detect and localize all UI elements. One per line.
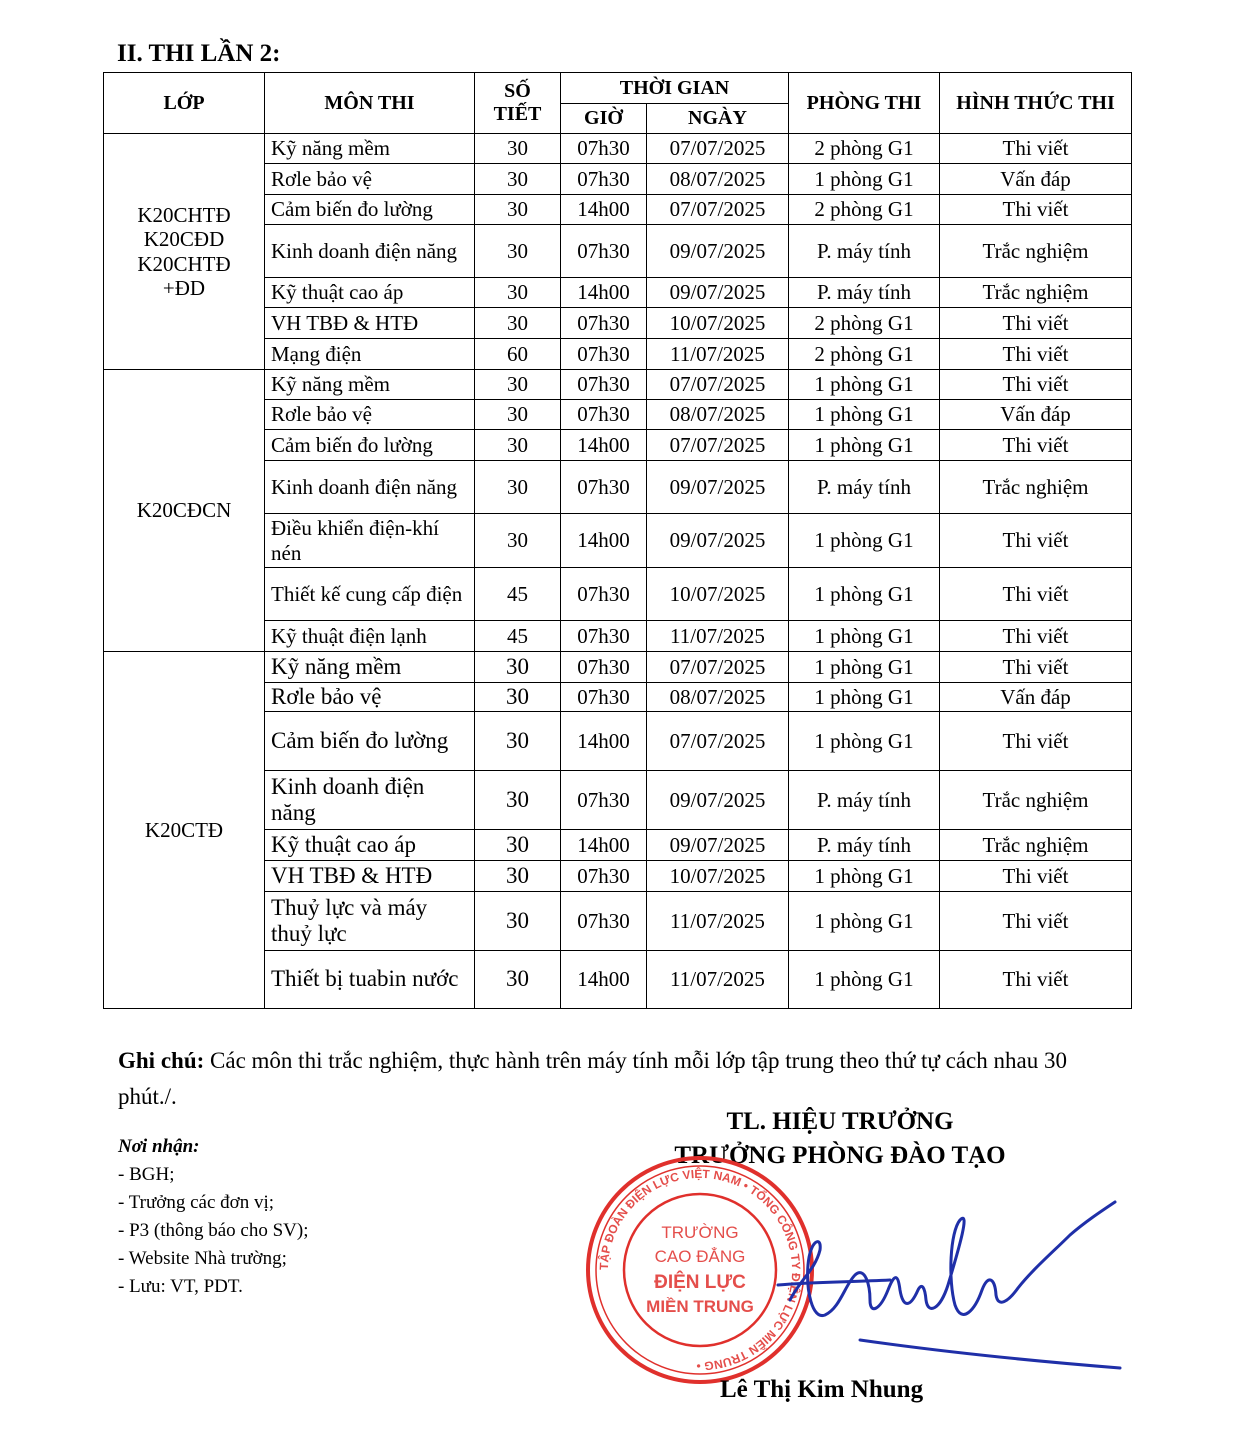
header-thoi-gian: THỜI GIAN <box>561 73 789 104</box>
format-cell: Trắc nghiệm <box>940 278 1132 308</box>
time-cell: 07h30 <box>561 892 647 951</box>
format-cell: Thi viết <box>940 308 1132 339</box>
room-cell: P. máy tính <box>789 461 940 514</box>
date-cell: 09/07/2025 <box>647 225 789 278</box>
stamp-outer-text: TẬP ĐOÀN ĐIỆN LỰC VIỆT NAM • TỔNG CÔNG TY ĐIỆN LỰC MIỀN TRUNG • <box>596 1166 804 1374</box>
format-cell: Vấn đáp <box>940 683 1132 712</box>
periods-cell: 30 <box>475 892 561 951</box>
stamp-line: MIỀN TRUNG <box>646 1297 754 1316</box>
class-name: K20CĐD <box>143 227 225 252</box>
room-cell: 1 phòng G1 <box>789 400 940 430</box>
date-cell: 07/07/2025 <box>647 195 789 225</box>
periods-cell: 30 <box>475 164 561 195</box>
stamp-line: ĐIỆN LỰC <box>654 1272 746 1293</box>
date-cell: 07/07/2025 <box>647 712 789 771</box>
subject-cell: Cảm biến đo lường <box>265 712 475 771</box>
stamp-line: TRƯỜNG <box>661 1223 739 1242</box>
room-cell: P. máy tính <box>789 278 940 308</box>
format-cell: Thi viết <box>940 951 1132 1009</box>
format-cell: Thi viết <box>940 861 1132 892</box>
format-cell: Thi viết <box>940 514 1132 568</box>
date-cell: 11/07/2025 <box>647 951 789 1009</box>
time-cell: 07h30 <box>561 771 647 830</box>
subject-cell: Cảm biến đo lường <box>265 195 475 225</box>
date-cell: 07/07/2025 <box>647 652 789 683</box>
date-cell: 09/07/2025 <box>647 771 789 830</box>
subject-cell: Kỹ năng mềm <box>265 134 475 164</box>
time-cell: 07h30 <box>561 225 647 278</box>
signature-title-line2: TRƯỞNG PHÒNG ĐÀO TẠO <box>674 1142 1006 1169</box>
signature-title-line1: TL. HIỆU TRƯỞNG <box>726 1108 954 1135</box>
handwritten-signature <box>770 1190 1130 1370</box>
format-cell: Thi viết <box>940 621 1132 652</box>
class-name: +ĐD <box>162 275 206 300</box>
time-cell: 07h30 <box>561 568 647 621</box>
date-cell: 08/07/2025 <box>647 683 789 712</box>
format-cell: Thi viết <box>940 134 1132 164</box>
format-cell: Vấn đáp <box>940 400 1132 430</box>
room-cell: 1 phòng G1 <box>789 430 940 461</box>
class-cell <box>104 652 265 1009</box>
time-cell: 07h30 <box>561 370 647 400</box>
table-row <box>104 370 1132 400</box>
format-cell: Trắc nghiệm <box>940 830 1132 861</box>
date-cell: 11/07/2025 <box>647 339 789 370</box>
note-text: Các môn thi trắc nghiệm, thực hành trên máy tính mỗi lớp tập trung theo thứ tự cách nhau 30 phút./. <box>118 1048 1067 1109</box>
room-cell: 1 phòng G1 <box>789 683 940 712</box>
time-cell: 14h00 <box>561 712 647 771</box>
room-cell: 2 phòng G1 <box>789 339 940 370</box>
stamp-line: CAO ĐẲNG <box>654 1247 746 1266</box>
subject-cell: Kỹ thuật điện lạnh <box>265 621 475 652</box>
date-cell: 11/07/2025 <box>647 621 789 652</box>
date-cell: 07/07/2025 <box>647 430 789 461</box>
format-cell: Vấn đáp <box>940 164 1132 195</box>
time-cell: 07h30 <box>561 461 647 514</box>
date-cell: 09/07/2025 <box>647 830 789 861</box>
room-cell: 2 phòng G1 <box>789 195 940 225</box>
subject-cell: Kỹ năng mềm <box>265 370 475 400</box>
periods-cell: 30 <box>475 225 561 278</box>
format-cell: Thi viết <box>940 568 1132 621</box>
date-cell: 11/07/2025 <box>647 892 789 951</box>
format-cell: Thi viết <box>940 892 1132 951</box>
periods-cell: 45 <box>475 621 561 652</box>
periods-cell: 30 <box>475 430 561 461</box>
periods-cell: 30 <box>475 278 561 308</box>
subject-cell: Kỹ thuật cao áp <box>265 278 475 308</box>
format-cell: Thi viết <box>940 339 1132 370</box>
time-cell: 07h30 <box>561 339 647 370</box>
room-cell: 1 phòng G1 <box>789 370 940 400</box>
header-gio: GIỜ <box>561 104 647 134</box>
subject-cell: Thuỷ lực và máy thuỷ lực <box>265 892 475 951</box>
room-cell: P. máy tính <box>789 771 940 830</box>
date-cell: 08/07/2025 <box>647 164 789 195</box>
header-hinh-thuc: HÌNH THỨC THI <box>940 73 1132 134</box>
header-lop: LỚP <box>104 73 265 134</box>
subject-cell: VH TBĐ & HTĐ <box>265 861 475 892</box>
subject-cell: VH TBĐ & HTĐ <box>265 308 475 339</box>
time-cell: 14h00 <box>561 830 647 861</box>
header-phong-thi: PHÒNG THI <box>789 73 940 134</box>
date-cell: 07/07/2025 <box>647 134 789 164</box>
date-cell: 09/07/2025 <box>647 278 789 308</box>
header-mon-thi: MÔN THI <box>265 73 475 134</box>
class-name: K20CHTĐ <box>137 203 231 228</box>
subject-cell: Cảm biến đo lường <box>265 430 475 461</box>
time-cell: 07h30 <box>561 652 647 683</box>
date-cell: 09/07/2025 <box>647 461 789 514</box>
room-cell: 2 phòng G1 <box>789 308 940 339</box>
subject-cell: Kỹ thuật cao áp <box>265 830 475 861</box>
time-cell: 07h30 <box>561 621 647 652</box>
recipients <box>118 1133 309 1301</box>
format-cell: Thi viết <box>940 712 1132 771</box>
subject-cell: Rơle bảo vệ <box>265 164 475 195</box>
format-cell: Thi viết <box>940 370 1132 400</box>
date-cell: 08/07/2025 <box>647 400 789 430</box>
room-cell: 1 phòng G1 <box>789 652 940 683</box>
subject-cell: Kỹ năng mềm <box>265 652 475 683</box>
exam-schedule-table <box>103 72 1132 1009</box>
time-cell: 07h30 <box>561 683 647 712</box>
room-cell: 1 phòng G1 <box>789 568 940 621</box>
room-cell: 1 phòng G1 <box>789 164 940 195</box>
periods-cell: 30 <box>475 195 561 225</box>
periods-cell: 30 <box>475 514 561 568</box>
format-cell: Trắc nghiệm <box>940 461 1132 514</box>
recipient-item: - BGH; <box>118 1164 175 1185</box>
subject-cell: Kinh doanh điện năng <box>265 225 475 278</box>
subject-cell: Kinh doanh điện năng <box>265 461 475 514</box>
recipients-heading: Nơi nhận: <box>118 1136 200 1157</box>
time-cell: 07h30 <box>561 164 647 195</box>
signer-name: Lê Thị Kim Nhung <box>720 1376 924 1403</box>
recipient-item: - Website Nhà trường; <box>118 1248 287 1269</box>
time-cell: 14h00 <box>561 430 647 461</box>
table-row <box>104 652 1132 683</box>
periods-cell: 30 <box>475 400 561 430</box>
time-cell: 14h00 <box>561 514 647 568</box>
room-cell: 1 phòng G1 <box>789 712 940 771</box>
time-cell: 07h30 <box>561 308 647 339</box>
time-cell: 07h30 <box>561 861 647 892</box>
subject-cell: Thiết bị tuabin nước <box>265 951 475 1009</box>
periods-cell: 45 <box>475 568 561 621</box>
room-cell: 1 phòng G1 <box>789 892 940 951</box>
time-cell: 14h00 <box>561 951 647 1009</box>
room-cell: 1 phòng G1 <box>789 951 940 1009</box>
format-cell: Thi viết <box>940 430 1132 461</box>
section-title: II. THI LẦN 2: <box>117 40 281 67</box>
subject-cell: Rơle bảo vệ <box>265 400 475 430</box>
periods-cell: 30 <box>475 308 561 339</box>
periods-cell: 30 <box>475 830 561 861</box>
recipient-item: - P3 (thông báo cho SV); <box>118 1220 309 1241</box>
class-name: K20CĐCN <box>136 498 232 523</box>
periods-cell: 30 <box>475 652 561 683</box>
date-cell: 10/07/2025 <box>647 568 789 621</box>
recipient-item: - Lưu: VT, PDT. <box>118 1276 243 1297</box>
room-cell: 1 phòng G1 <box>789 861 940 892</box>
header-so-tiet: SỐ TIẾT <box>475 73 561 134</box>
subject-cell: Thiết kế cung cấp điện <box>265 568 475 621</box>
class-cell <box>104 370 265 652</box>
date-cell: 10/07/2025 <box>647 861 789 892</box>
class-cell <box>104 134 265 370</box>
format-cell: Trắc nghiệm <box>940 771 1132 830</box>
time-cell: 14h00 <box>561 195 647 225</box>
periods-cell: 30 <box>475 771 561 830</box>
periods-cell: 30 <box>475 951 561 1009</box>
time-cell: 07h30 <box>561 400 647 430</box>
date-cell: 07/07/2025 <box>647 370 789 400</box>
room-cell: 2 phòng G1 <box>789 134 940 164</box>
format-cell: Trắc nghiệm <box>940 225 1132 278</box>
periods-cell: 30 <box>475 461 561 514</box>
header-ngay: NGÀY <box>647 104 789 134</box>
subject-cell: Kinh doanh điện năng <box>265 771 475 830</box>
periods-cell: 30 <box>475 134 561 164</box>
format-cell: Thi viết <box>940 652 1132 683</box>
date-cell: 09/07/2025 <box>647 514 789 568</box>
periods-cell: 30 <box>475 861 561 892</box>
note-label: Ghi chú: <box>118 1048 205 1073</box>
periods-cell: 30 <box>475 370 561 400</box>
room-cell: 1 phòng G1 <box>789 621 940 652</box>
class-name: K20CTĐ <box>144 817 224 842</box>
subject-cell: Điều khiển điện-khí nén <box>265 514 475 568</box>
time-cell: 14h00 <box>561 278 647 308</box>
room-cell: 1 phòng G1 <box>789 514 940 568</box>
date-cell: 10/07/2025 <box>647 308 789 339</box>
subject-cell: Mạng điện <box>265 339 475 370</box>
room-cell: P. máy tính <box>789 830 940 861</box>
recipients-list <box>118 1161 309 1301</box>
periods-cell: 60 <box>475 339 561 370</box>
recipient-item: - Trưởng các đơn vị; <box>118 1192 274 1213</box>
time-cell: 07h30 <box>561 134 647 164</box>
subject-cell: Rơle bảo vệ <box>265 683 475 712</box>
class-name: K20CHTĐ <box>137 251 231 276</box>
periods-cell: 30 <box>475 712 561 771</box>
periods-cell: 30 <box>475 683 561 712</box>
table-row <box>104 134 1132 164</box>
format-cell: Thi viết <box>940 195 1132 225</box>
room-cell: P. máy tính <box>789 225 940 278</box>
